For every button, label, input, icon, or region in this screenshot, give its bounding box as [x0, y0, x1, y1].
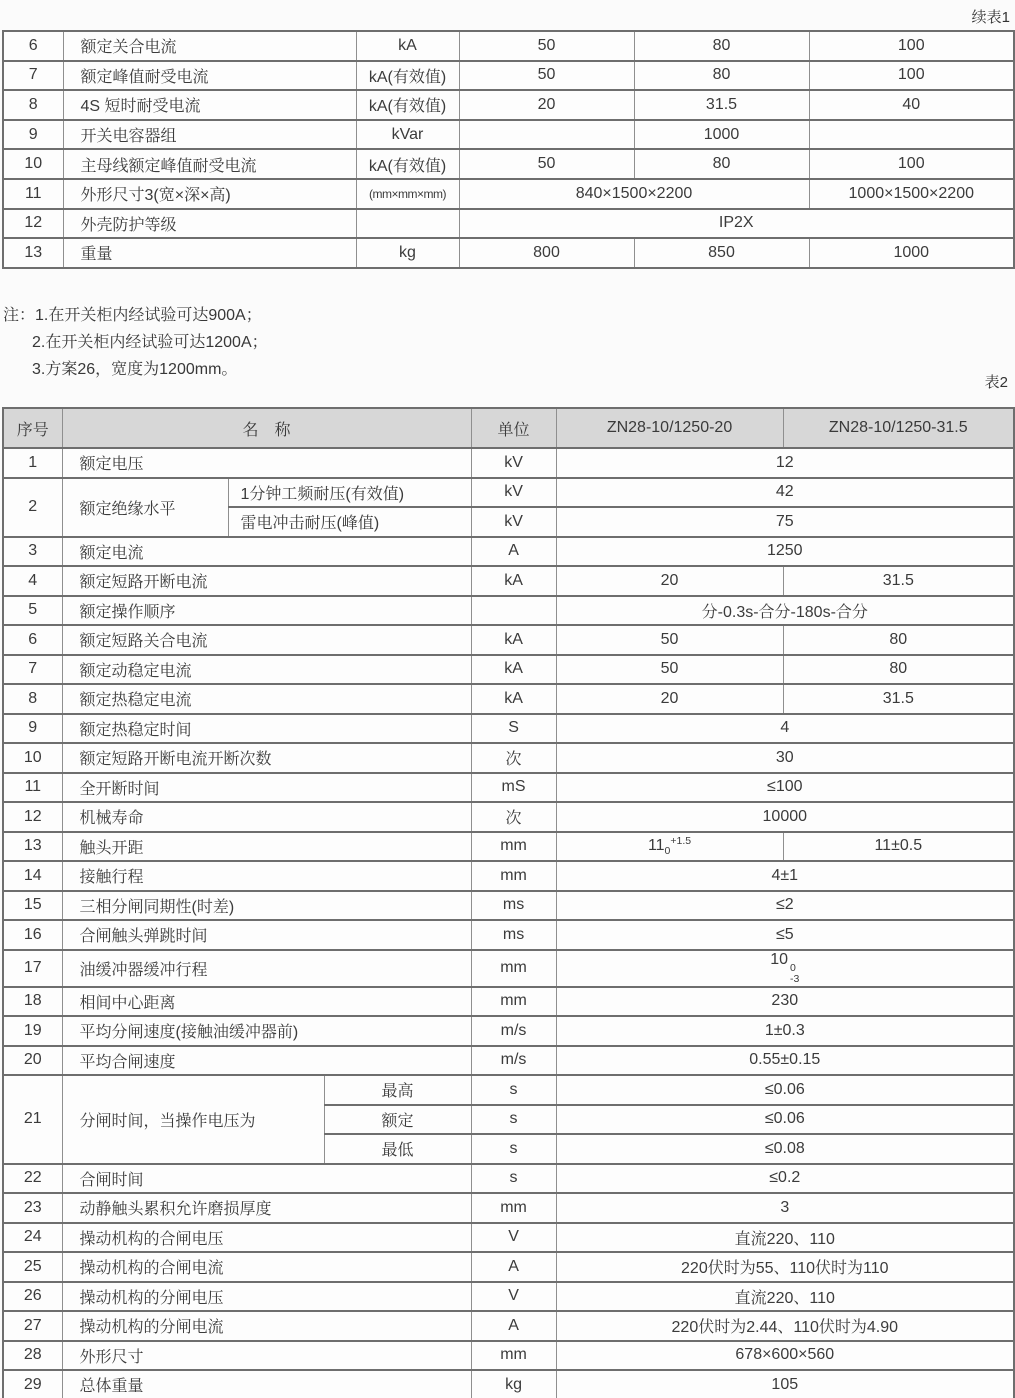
- unit-cell: kV: [471, 478, 556, 508]
- name-cell: 平均分闸速度(接触油缓冲器前): [62, 1016, 471, 1046]
- value-cell: ≤0.2: [556, 1164, 1014, 1194]
- value-cell: 10000: [556, 802, 1014, 832]
- unit-cell: V: [471, 1223, 556, 1253]
- unit-cell: 次: [471, 802, 556, 832]
- seq-cell: 27: [3, 1311, 62, 1341]
- table2-label: 表2: [984, 374, 1008, 391]
- name-cell: 全开断时间: [62, 773, 471, 803]
- value-cell: ≤2: [556, 891, 1014, 921]
- unit-cell: kA: [471, 655, 556, 685]
- name-cell: 操动机构的分闸电流: [62, 1311, 471, 1341]
- name-cell: 额定热稳定电流: [62, 684, 471, 714]
- value-cell: 75: [556, 507, 1014, 537]
- name-cell: 额定热稳定时间: [62, 714, 471, 744]
- value-cell: 220伏时为55、110伏时为110: [556, 1252, 1014, 1282]
- seq-cell: 2: [3, 478, 62, 537]
- unit-cell: mm: [471, 1193, 556, 1223]
- value-cell: 850: [634, 238, 809, 268]
- subc-cell: 最高: [324, 1075, 471, 1105]
- seq-cell: 14: [3, 861, 62, 891]
- name-cell: 平均合闸速度: [62, 1046, 471, 1076]
- value-cell: 80: [634, 31, 809, 61]
- value-cell: 1250: [556, 537, 1014, 567]
- unit-cell: ms: [471, 920, 556, 950]
- name-cell: 额定绝缘水平: [62, 478, 228, 537]
- seq-cell: 5: [3, 596, 62, 626]
- value-cell: [459, 120, 634, 150]
- unit-cell: kVar: [356, 120, 459, 150]
- value-cell: 4: [556, 714, 1014, 744]
- name-cell: 外形尺寸: [62, 1341, 471, 1371]
- value-cell: 840×1500×2200: [459, 179, 809, 209]
- name-cell: 外形尺寸3(宽×深×高): [63, 179, 356, 209]
- unit-cell: kV: [471, 448, 556, 478]
- unit-cell: mS: [471, 773, 556, 803]
- value-cell: 40: [809, 90, 1014, 120]
- value-cell: 20: [556, 684, 783, 714]
- seq-cell: 7: [3, 655, 62, 685]
- seq-cell: 3: [3, 537, 62, 567]
- value-cell: 1000: [634, 120, 809, 150]
- name-cell: 操动机构的分闸电压: [62, 1282, 471, 1312]
- unit-cell: S: [471, 714, 556, 744]
- seq-cell: 16: [3, 920, 62, 950]
- name-cell: 机械寿命: [62, 802, 471, 832]
- note-line-1: [3, 302, 268, 329]
- name-cell: 动静触头累积允许磨损厚度: [62, 1193, 471, 1223]
- seq-cell: 26: [3, 1282, 62, 1312]
- seq-cell: 21: [3, 1075, 62, 1164]
- value-cell: 80: [634, 61, 809, 91]
- value-cell: 1000: [809, 238, 1014, 268]
- header-cell: 名 称: [62, 408, 471, 448]
- name-cell: 开关电容器组: [63, 120, 356, 150]
- value-cell: 50: [459, 61, 634, 91]
- unit-cell: kA: [471, 566, 556, 596]
- unit-cell: kg: [356, 238, 459, 268]
- unit-cell: s: [471, 1075, 556, 1105]
- header-cell: 单位: [471, 408, 556, 448]
- stacked-tolerance: 0 -3: [790, 961, 800, 986]
- name-cell: 相间中心距离: [62, 987, 471, 1017]
- value-cell: 3: [556, 1193, 1014, 1223]
- seq-cell: 28: [3, 1341, 62, 1371]
- unit-cell: kA: [471, 684, 556, 714]
- seq-cell: 13: [3, 832, 62, 862]
- name-cell: 触头开距: [62, 832, 471, 862]
- subname-cell: 雷电冲击耐压(峰值): [228, 507, 471, 537]
- seq-cell: 9: [3, 120, 63, 150]
- seq-cell: 6: [3, 625, 62, 655]
- value-cell: 42: [556, 478, 1014, 508]
- notes-block: [3, 302, 268, 383]
- name-cell: 额定短路关合电流: [62, 625, 471, 655]
- unit-cell: s: [471, 1134, 556, 1164]
- unit-cell: mm: [471, 987, 556, 1017]
- unit-cell: ms: [471, 891, 556, 921]
- name-cell: 额定关合电流: [63, 31, 356, 61]
- notes-prefix: 注：: [3, 307, 36, 324]
- spec-table-1-continued: [2, 30, 1015, 269]
- unit-cell: V: [471, 1282, 556, 1312]
- seq-cell: 17: [3, 950, 62, 987]
- seq-cell: 23: [3, 1193, 62, 1223]
- seq-cell: 13: [3, 238, 63, 268]
- seq-cell: 12: [3, 209, 63, 239]
- value-cell: 100: [809, 149, 1014, 179]
- value-cell: ≤0.06: [556, 1105, 1014, 1135]
- seq-cell: 1: [3, 448, 62, 478]
- name-cell: 额定电压: [62, 448, 471, 478]
- unit-cell: mm: [471, 950, 556, 987]
- value-cell: 31.5: [634, 90, 809, 120]
- name-cell: 合闸时间: [62, 1164, 471, 1194]
- name-cell: 总体重量: [62, 1370, 471, 1398]
- header-cell: ZN28-10/1250-31.5: [783, 408, 1014, 448]
- name-cell: 操动机构的合闸电压: [62, 1223, 471, 1253]
- value-cell: 100: [809, 61, 1014, 91]
- subc-cell: 最低: [324, 1134, 471, 1164]
- value-cell: 分-0.3s-合分-180s-合分: [556, 596, 1014, 626]
- value-cell: IP2X: [459, 209, 1014, 239]
- value-cell: 800: [459, 238, 634, 268]
- name-cell: 额定操作顺序: [62, 596, 471, 626]
- unit-cell: kA(有效值): [356, 90, 459, 120]
- name-cell: 额定短路开断电流开断次数: [62, 743, 471, 773]
- unit-cell: mm: [471, 861, 556, 891]
- seq-cell: 7: [3, 61, 63, 91]
- name-cell: 外壳防护等级: [63, 209, 356, 239]
- seq-cell: 6: [3, 31, 63, 61]
- value-cell: 678×600×560: [556, 1341, 1014, 1371]
- seq-cell: 22: [3, 1164, 62, 1194]
- value-cell: 230: [556, 987, 1014, 1017]
- value-cell: 4±1: [556, 861, 1014, 891]
- unit-cell: kV: [471, 507, 556, 537]
- unit-cell: [471, 596, 556, 626]
- value-cell: 31.5: [783, 566, 1014, 596]
- table1-body: [3, 31, 1014, 268]
- value-cell: 220伏时为2.44、110伏时为4.90: [556, 1311, 1014, 1341]
- value-cell: ≤5: [556, 920, 1014, 950]
- value-cell: 20: [459, 90, 634, 120]
- unitsm-cell: (mm×mm×mm): [356, 179, 459, 209]
- value-cell: 10 0 -3: [556, 950, 1014, 987]
- table2-body: [3, 408, 1014, 1398]
- unit-cell: s: [471, 1164, 556, 1194]
- value-cell: 直流220、110: [556, 1223, 1014, 1253]
- unit-cell: A: [471, 537, 556, 567]
- value-cell: 50: [459, 149, 634, 179]
- subc-cell: 额定: [324, 1105, 471, 1135]
- value-cell: 直流220、110: [556, 1282, 1014, 1312]
- seq-cell: 20: [3, 1046, 62, 1076]
- seq-cell: 29: [3, 1370, 62, 1398]
- seq-cell: 18: [3, 987, 62, 1017]
- note-line-2: [3, 329, 268, 356]
- value-cell: 11±0.5: [783, 832, 1014, 862]
- seq-cell: 4: [3, 566, 62, 596]
- value-cell: ≤0.06: [556, 1075, 1014, 1105]
- name-cell: 额定短路开断电流: [62, 566, 471, 596]
- unit-cell: mm: [471, 1341, 556, 1371]
- note-1-text: 1.在开关柜内经试验可达900A；: [35, 307, 262, 324]
- header-cell: ZN28-10/1250-20: [556, 408, 783, 448]
- seq-cell: 19: [3, 1016, 62, 1046]
- value-cell: 50: [556, 655, 783, 685]
- value-cell: 31.5: [783, 684, 1014, 714]
- value-cell: 50: [556, 625, 783, 655]
- note-2-text: 2.在开关柜内经试验可达1200A；: [32, 334, 268, 351]
- spec-table-2: [2, 407, 1015, 1398]
- unit-cell: m/s: [471, 1046, 556, 1076]
- value-cell: $11_0^{+1.5}$: [556, 832, 783, 862]
- name-cell: 额定动稳定电流: [62, 655, 471, 685]
- table1-continued-label: 续表1: [971, 9, 1010, 26]
- name-cell: 分闸时间，当操作电压为: [62, 1075, 324, 1164]
- unit-cell: kA(有效值): [356, 149, 459, 179]
- note-line-3: [3, 356, 268, 383]
- unit-cell: kg: [471, 1370, 556, 1398]
- seq-cell: 10: [3, 743, 62, 773]
- name-cell: 主母线额定峰值耐受电流: [63, 149, 356, 179]
- seq-cell: 11: [3, 179, 63, 209]
- value-cell: 1000×1500×2200: [809, 179, 1014, 209]
- name-cell: 额定峰值耐受电流: [63, 61, 356, 91]
- name-cell: 三相分闸同期性(时差): [62, 891, 471, 921]
- seq-cell: 8: [3, 684, 62, 714]
- value-cell: 105: [556, 1370, 1014, 1398]
- note-3-text: 3.方案26，宽度为1200mm。: [32, 361, 238, 378]
- value-cell: 100: [809, 31, 1014, 61]
- unit-cell: A: [471, 1252, 556, 1282]
- value-cell: 0.55±0.15: [556, 1046, 1014, 1076]
- unit-cell: kA(有效值): [356, 61, 459, 91]
- name-cell: 重量: [63, 238, 356, 268]
- unit-cell: [356, 209, 459, 239]
- name-cell: 接触行程: [62, 861, 471, 891]
- unit-cell: mm: [471, 832, 556, 862]
- unit-cell: m/s: [471, 1016, 556, 1046]
- name-cell: 合闸触头弹跳时间: [62, 920, 471, 950]
- seq-cell: 11: [3, 773, 62, 803]
- value-cell: 80: [634, 149, 809, 179]
- seq-cell: 8: [3, 90, 63, 120]
- seq-cell: 10: [3, 149, 63, 179]
- unit-cell: 次: [471, 743, 556, 773]
- value-cell: [809, 120, 1014, 150]
- value-cell: 30: [556, 743, 1014, 773]
- value-cell: 50: [459, 31, 634, 61]
- value-cell: 1±0.3: [556, 1016, 1014, 1046]
- name-cell: 额定电流: [62, 537, 471, 567]
- unit-cell: kA: [356, 31, 459, 61]
- subname-cell: 1分钟工频耐压(有效值): [228, 478, 471, 508]
- name-cell: 4S 短时耐受电流: [63, 90, 356, 120]
- value-cell: 12: [556, 448, 1014, 478]
- seq-cell: 12: [3, 802, 62, 832]
- unit-cell: s: [471, 1105, 556, 1135]
- seq-cell: 9: [3, 714, 62, 744]
- value-cell: 80: [783, 655, 1014, 685]
- seq-cell: 15: [3, 891, 62, 921]
- value-cell: ≤100: [556, 773, 1014, 803]
- seq-cell: 25: [3, 1252, 62, 1282]
- header-cell: 序号: [3, 408, 62, 448]
- value-cell: 20: [556, 566, 783, 596]
- seq-cell: 24: [3, 1223, 62, 1253]
- unit-cell: kA: [471, 625, 556, 655]
- name-cell: 操动机构的合闸电流: [62, 1252, 471, 1282]
- unit-cell: A: [471, 1311, 556, 1341]
- value-cell: ≤0.08: [556, 1134, 1014, 1164]
- name-cell: 油缓冲器缓冲行程: [62, 950, 471, 987]
- value-cell: 80: [783, 625, 1014, 655]
